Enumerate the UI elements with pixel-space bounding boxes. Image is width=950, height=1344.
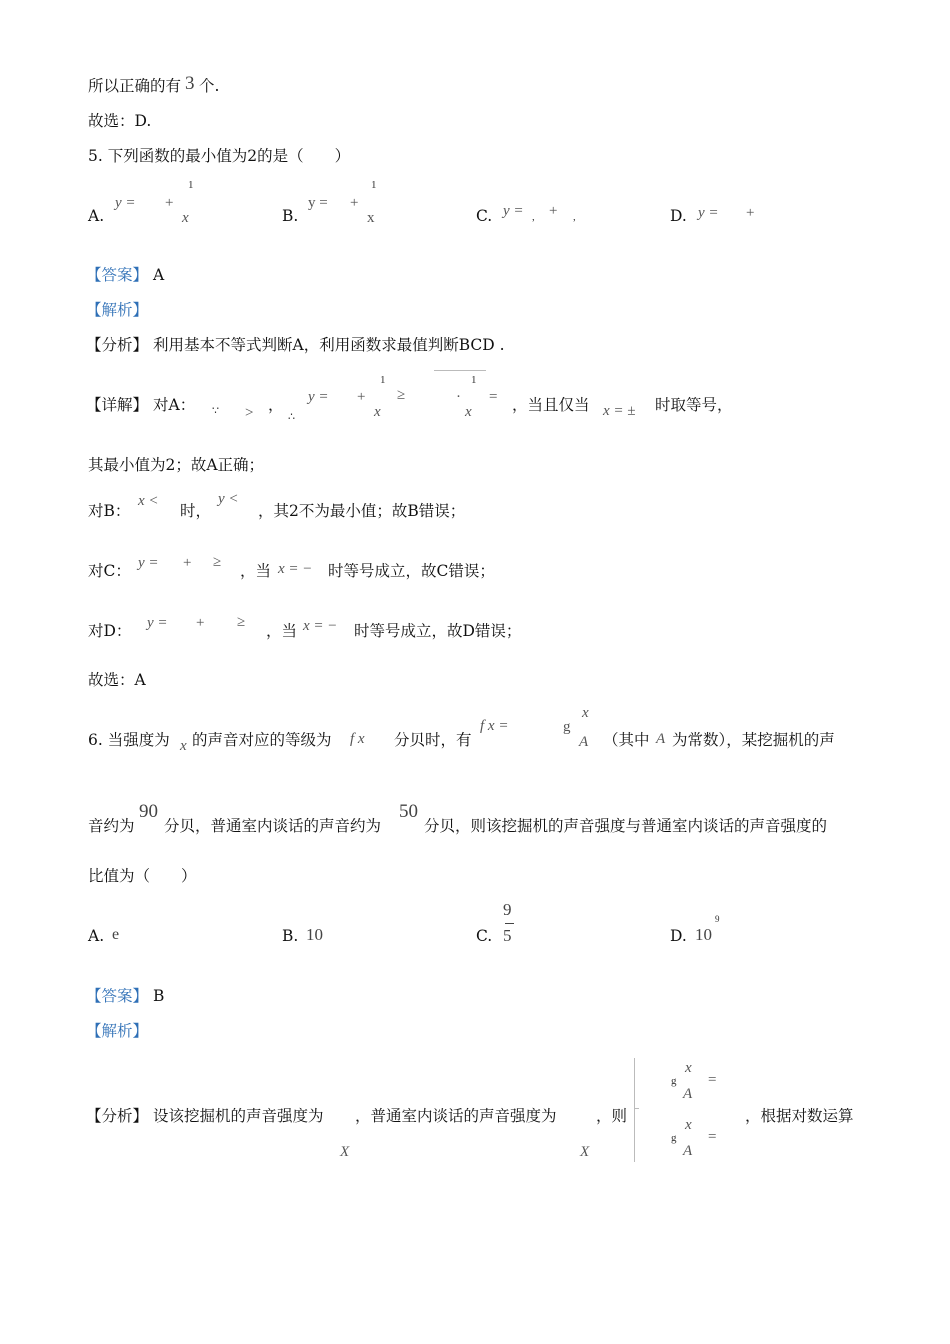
math: +: [196, 615, 205, 631]
text: ，其2不为最小值；故B错误；: [258, 502, 466, 520]
option-c-label: C.: [476, 207, 493, 225]
text: 对A：: [153, 396, 196, 414]
text: 比值为（ ）: [88, 867, 197, 885]
option-b-label: B.: [282, 927, 299, 945]
math: ≥: [397, 387, 406, 403]
math: x: [182, 210, 189, 226]
math: x = −: [303, 618, 338, 634]
text: ，根据对数运算: [745, 1107, 854, 1125]
text: 对B：: [88, 502, 131, 520]
math: g: [563, 719, 571, 735]
math: 1: [371, 179, 377, 191]
detail-label: 【详解】: [86, 396, 149, 414]
option-c-label: C.: [476, 927, 493, 945]
answer-label: 【答案】: [86, 266, 149, 284]
text: 个.: [199, 77, 220, 95]
math: ∵: [212, 405, 219, 417]
math: +: [746, 205, 755, 221]
math: y <: [218, 491, 239, 507]
math: A: [579, 734, 589, 750]
math: X: [340, 1144, 350, 1160]
math: 1: [471, 374, 477, 386]
answer-label: 【答案】: [86, 987, 149, 1005]
math: A: [683, 1143, 693, 1159]
math: X: [580, 1144, 590, 1160]
sqrt-bar: [434, 370, 486, 371]
math: +: [357, 389, 366, 405]
math: x: [374, 404, 381, 420]
math: y =: [147, 615, 168, 631]
answer: A: [153, 266, 165, 284]
math: =: [489, 389, 498, 405]
text: ，当且仅当: [512, 396, 590, 414]
option-c-den: 5: [503, 926, 512, 945]
math: =: [708, 1072, 717, 1088]
math: y =: [115, 195, 136, 211]
math: +: [350, 195, 359, 211]
math: 1: [380, 374, 386, 386]
text: ，当: [240, 562, 272, 580]
math: ,: [573, 211, 576, 223]
text: 故选：A: [88, 671, 146, 689]
fraction-bar: [505, 923, 514, 924]
text: 分贝，则该挖掘机的声音强度与普通室内谈话的声音强度的: [424, 817, 828, 835]
question-5-stem: 5. 下列函数的最小值为2的是（ ）: [88, 147, 351, 165]
math: ≥: [213, 554, 222, 570]
option-a-label: A.: [88, 927, 105, 945]
answer: B: [153, 987, 165, 1005]
math: x: [180, 738, 187, 754]
math: 1: [188, 179, 194, 191]
math: x: [367, 210, 375, 226]
option-c-num: 9: [503, 900, 512, 919]
math: ·: [456, 389, 461, 405]
math: A: [683, 1086, 693, 1102]
math: ,: [532, 211, 535, 223]
text: 音约为: [88, 817, 135, 835]
text: ，: [268, 396, 284, 414]
equation-brace: [634, 1058, 643, 1162]
math: y =: [308, 195, 328, 211]
option-b-value: 10: [306, 925, 323, 944]
math: =: [708, 1129, 717, 1145]
text: 故选：D.: [88, 112, 152, 130]
text: 时取等号，: [655, 396, 733, 414]
math: A: [656, 731, 666, 747]
option-d-label: D.: [670, 927, 687, 945]
math: g: [671, 1132, 677, 1144]
text: 的声音对应的等级为: [192, 731, 332, 749]
option-d-value: 10: [695, 925, 712, 944]
math: y =: [138, 555, 159, 571]
math: +: [165, 195, 174, 211]
option-a-value: e: [112, 926, 120, 943]
math: x: [685, 1060, 692, 1076]
text: ，当: [266, 622, 298, 640]
analysis-label: 【解析】: [86, 301, 149, 319]
text: 分贝时，有: [394, 731, 472, 749]
math: x: [685, 1117, 692, 1133]
text: 设该挖掘机的声音强度为: [153, 1107, 324, 1125]
math: >: [245, 405, 254, 421]
math: +: [183, 555, 192, 571]
text: （其中: [603, 731, 650, 749]
math: x <: [138, 493, 159, 509]
math: y =: [503, 203, 524, 219]
math: x = −: [278, 561, 313, 577]
math: ≥: [237, 614, 246, 630]
math: y =: [698, 205, 719, 221]
math: x = ±: [603, 403, 636, 419]
math: x: [465, 404, 472, 420]
analysis-label: 【解析】: [86, 1022, 149, 1040]
option-a-label: A.: [88, 207, 105, 225]
text: ，则: [596, 1107, 628, 1125]
text: 对C：: [88, 562, 131, 580]
text: 分贝，普通室内谈话的声音约为: [164, 817, 382, 835]
math: +: [549, 203, 558, 219]
math: y =: [308, 389, 329, 405]
math: f x =: [480, 718, 509, 734]
fenxi-label: 【分析】: [86, 336, 149, 354]
math: g: [671, 1075, 677, 1087]
number: 50: [399, 801, 418, 822]
number: 90: [139, 801, 158, 822]
math: f x: [350, 731, 365, 747]
fenxi-text: 利用基本不等式判断A，利用函数求最值判断BCD .: [153, 336, 505, 354]
option-d-exponent: 9: [715, 914, 720, 924]
text: 时等号成立，故C错误；: [328, 562, 495, 580]
number: 3: [185, 73, 195, 94]
option-b-label: B.: [282, 207, 299, 225]
fenxi-label: 【分析】: [86, 1107, 149, 1125]
text: 为常数），某挖掘机的声: [672, 731, 835, 749]
text: 时等号成立，故D错误；: [354, 622, 522, 640]
question-6-stem: 6. 当强度为: [88, 731, 170, 749]
text: 其最小值为2；故A正确；: [88, 456, 265, 474]
text: 时，: [180, 502, 212, 520]
text: ，普通室内谈话的声音强度为: [355, 1107, 557, 1125]
option-d-label: D.: [670, 207, 687, 225]
math: x: [582, 705, 589, 721]
text: 对D：: [88, 622, 132, 640]
math: ∴: [288, 411, 295, 423]
text: 所以正确的有: [88, 77, 182, 95]
